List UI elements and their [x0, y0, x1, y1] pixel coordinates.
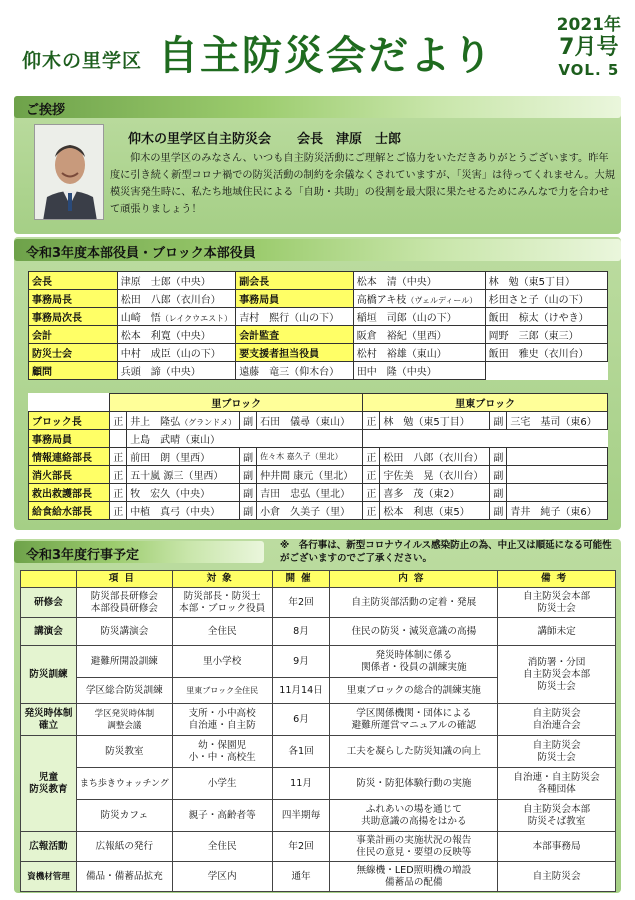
event-content: 住民の防災・減災意識の高揚 — [330, 618, 498, 646]
event-content: 学区関係機関・団体による 避難所運営マニュアルの確認 — [330, 704, 498, 736]
officers-table — [28, 271, 608, 380]
category-cell: 発災時体制 確立 — [21, 704, 77, 736]
block-member: 三宅 基司（東6） — [507, 412, 608, 430]
event-target: 里小学校 — [172, 646, 272, 678]
table-row — [21, 862, 616, 892]
greeting-heading: 仰木の里学区自主防災会 会長 津原 士郎 — [128, 132, 402, 147]
issue-month: 7月号 — [559, 35, 619, 60]
sub-tag: 副 — [490, 466, 507, 484]
block-member — [507, 484, 608, 502]
officer-label: 事務局長 — [29, 290, 118, 308]
event-content: 里東ブロックの総合的訓練実施 — [330, 678, 498, 704]
event-content: ふれあいの場を通じて 共助意識の高揚をはかる — [330, 800, 498, 832]
west-block-header: 里ブロック — [110, 394, 363, 412]
officer-name — [353, 290, 485, 308]
officer-name: 松本 利寛（中央） — [117, 326, 235, 344]
officer-name: 兵頭 諦（中央） — [117, 362, 235, 380]
block-member — [507, 466, 608, 484]
table-row — [21, 768, 616, 800]
table-header-row — [21, 571, 616, 588]
main-tag: 正 — [363, 484, 380, 502]
event-when: 8月 — [272, 618, 330, 646]
sub-tag: 副 — [240, 448, 257, 466]
officer-name: 阪倉 裕紀（里西） — [353, 326, 485, 344]
officers-section-title: 令和3年度本部役員・ブロック本部役員 — [26, 246, 256, 261]
event-item: 防災講演会 — [76, 618, 172, 646]
main-tag: 正 — [110, 412, 127, 430]
table-row — [29, 308, 608, 326]
header-cell: 対象 — [172, 571, 272, 588]
table-row — [29, 430, 608, 448]
officer-label: 副会長 — [236, 272, 354, 290]
tag-cell — [110, 430, 127, 448]
officer-name: 遠藤 竜三（仰木台） — [236, 362, 354, 380]
event-item: 学区発災時体制 調整会議 — [76, 704, 172, 736]
block-role-label: 給食給水部長 — [29, 502, 110, 520]
officer-label: 事務局次長 — [29, 308, 118, 326]
block-member: 佐々木 嘉久子（里北） — [257, 448, 363, 466]
block-member — [507, 448, 608, 466]
category-cell: 講演会 — [21, 618, 77, 646]
header-cell: 開催 — [272, 571, 330, 588]
greeting-section-bar — [14, 96, 621, 118]
table-row — [29, 344, 608, 362]
officer-label: 会計 — [29, 326, 118, 344]
header-cell: 備考 — [498, 571, 616, 588]
event-target: 里東ブロック全住民 — [172, 678, 272, 704]
block-member: 宇佐美 晃（衣川台） — [380, 466, 490, 484]
table-row — [29, 272, 608, 290]
main-tag: 正 — [110, 484, 127, 502]
event-when: 各1回 — [272, 736, 330, 768]
block-member: 上島 武晴（東山） — [127, 430, 363, 448]
greeting-body: 仰木の里学区のみなさん、いつも自主防災活動にご理解とご協力をいただきありがとうございます。昨年度に引き続く新型コロナ禍での防災活動の制約を余儀なくされていますが、「災害」は待ってくれません。大規模災害発生時に、私たち地域住民による「自助・共助」の役割を最大限に果たせるためにみんなで力を合わせて頑張りましょう！ — [110, 153, 615, 215]
main-tag: 正 — [110, 502, 127, 520]
event-target: 学区内 — [172, 862, 272, 892]
event-when: 9月 — [272, 646, 330, 678]
table-row — [29, 362, 608, 380]
event-when: 11月14日 — [272, 678, 330, 704]
events-section-bar — [14, 541, 264, 563]
sub-tag: 副 — [490, 448, 507, 466]
event-target: 小学生 — [172, 768, 272, 800]
events-note: ※ 各行事は、新型コロナウイルス感染防止の為、中止又は順延になる可能性がございますのでご了承ください。 — [280, 540, 612, 564]
officer-name: 岡野 三郎（東三） — [485, 326, 607, 344]
empty-cell — [363, 430, 608, 448]
block-member: 石田 儀尋（東山） — [257, 412, 363, 430]
officer-label: 顧問 — [29, 362, 118, 380]
event-content: 工夫を凝らした防災知識の向上 — [330, 736, 498, 768]
category-cell: 研修会 — [21, 588, 77, 618]
officer-name: 松田 八郎（衣川台） — [117, 290, 235, 308]
table-row — [21, 800, 616, 832]
sub-tag: 副 — [240, 484, 257, 502]
block-member: 吉田 忠弘（里北） — [257, 484, 363, 502]
header-cell: 項目 — [76, 571, 172, 588]
officer-name: 杉田さと子（山の下） — [485, 290, 607, 308]
header-cell: 内容 — [330, 571, 498, 588]
table-row — [21, 832, 616, 862]
event-target: 防災部長・防災士 本部・ブロック役員 — [172, 588, 272, 618]
officer-name-text: 山崎 悟 — [120, 313, 161, 324]
event-content: 発災時体制に係る 関係者・役員の訓練実施 — [330, 646, 498, 678]
event-item: 備品・備蓄品拡充 — [76, 862, 172, 892]
events-section-title: 令和3年度行事予定 — [26, 548, 140, 563]
event-item: 避難所開設訓練 — [76, 646, 172, 678]
newsletter-subtitle: 仰木の里学区 — [22, 50, 143, 72]
event-note: 自治連・自主防災会 各種団体 — [498, 768, 616, 800]
event-content: 事業計画の実施状況の報告 住民の意見・要望の反映等 — [330, 832, 498, 862]
east-block-header: 里東ブロック — [363, 394, 608, 412]
event-target: 幼・保園児 小・中・高校生 — [172, 736, 272, 768]
officers-section-bar — [14, 239, 621, 261]
event-content: 自主防災部活動の定着・発展 — [330, 588, 498, 618]
officer-name: 中村 成臣（山の下） — [117, 344, 235, 362]
event-item: 広報紙の発行 — [76, 832, 172, 862]
officer-name-text: 高橋アキ枝 — [356, 295, 407, 306]
event-item: 防災部長研修会 本部役員研修会 — [76, 588, 172, 618]
event-target: 全住民 — [172, 618, 272, 646]
officer-name: 松村 裕雄（東山） — [353, 344, 485, 362]
event-note: 本部事務局 — [498, 832, 616, 862]
block-role-label: 消火部長 — [29, 466, 110, 484]
officer-name: 稲垣 司郎（山の下） — [353, 308, 485, 326]
officer-name: 津原 士郎（中央） — [117, 272, 235, 290]
block-role-label: 救出救護部長 — [29, 484, 110, 502]
category-cell: 広報活動 — [21, 832, 77, 862]
event-item: まち歩きウォッチング — [76, 768, 172, 800]
table-row — [21, 646, 616, 678]
table-row — [29, 502, 608, 520]
table-row — [21, 704, 616, 736]
event-content: 無線機・LED照明機の増設 備蓄品の配備 — [330, 862, 498, 892]
officer-label: 会長 — [29, 272, 118, 290]
issue-year: 2021年 — [556, 15, 621, 35]
main-tag: 正 — [363, 502, 380, 520]
event-note: 自主防災会 自治連合会 — [498, 704, 616, 736]
block-member: 牧 宏久（中央） — [127, 484, 240, 502]
empty-cell — [485, 362, 607, 380]
officer-district: （ヴェルディール） — [406, 296, 478, 305]
block-role-label: ブロック長 — [29, 412, 110, 430]
main-tag: 正 — [110, 448, 127, 466]
officer-name: 吉村 熙行（山の下） — [236, 308, 354, 326]
event-item: 学区総合防災訓練 — [76, 678, 172, 704]
officer-name: 松本 清（中央） — [353, 272, 485, 290]
table-row — [29, 466, 608, 484]
event-target: 支所・小中高校 自治連・自主防 — [172, 704, 272, 736]
event-when: 四半期毎 — [272, 800, 330, 832]
block-member: 喜多 茂（東2） — [380, 484, 490, 502]
officer-label: 会計監査 — [236, 326, 354, 344]
sub-tag: 副 — [490, 412, 507, 430]
event-content: 防災・防犯体験行動の実施 — [330, 768, 498, 800]
table-row — [29, 484, 608, 502]
event-target: 親子・高齢者等 — [172, 800, 272, 832]
block-member-district: （グランドメ） — [180, 418, 237, 427]
officer-name — [117, 308, 235, 326]
main-tag: 正 — [363, 412, 380, 430]
block-member: 林 勉（東5丁目） — [380, 412, 490, 430]
officer-name: 飯田 椋太（けやき） — [485, 308, 607, 326]
table-row — [29, 326, 608, 344]
greeting-section-title: ご挨拶 — [26, 103, 66, 118]
event-when: 通年 — [272, 862, 330, 892]
event-when: 6月 — [272, 704, 330, 736]
table-row — [29, 412, 608, 430]
category-cell: 防災訓練 — [21, 646, 77, 704]
category-cell: 児童 防災教育 — [21, 736, 77, 832]
event-note: 自主防災会 — [498, 862, 616, 892]
main-tag: 正 — [363, 448, 380, 466]
sub-tag: 副 — [490, 484, 507, 502]
event-item: 防災教室 — [76, 736, 172, 768]
block-member: 小倉 久美子（里） — [257, 502, 363, 520]
table-row — [21, 588, 616, 618]
sub-tag: 副 — [490, 502, 507, 520]
block-member: 中植 真弓（中央） — [127, 502, 240, 520]
officer-district: （レイクウエスト） — [160, 314, 233, 323]
block-member: 前田 朗（里西） — [127, 448, 240, 466]
block-member-text: 井上 隆弘 — [130, 417, 181, 428]
block-member: 松田 八郎（衣川台） — [380, 448, 490, 466]
issue-info — [557, 10, 621, 79]
sub-tag: 副 — [240, 502, 257, 520]
block-member: 青井 純子（東6） — [507, 502, 608, 520]
empty-cell — [29, 394, 110, 412]
sub-tag: 副 — [240, 412, 257, 430]
event-note: 自主防災会 防災士会 — [498, 736, 616, 768]
block-role-label: 情報連絡部長 — [29, 448, 110, 466]
event-item: 防災カフェ — [76, 800, 172, 832]
table-row — [21, 736, 616, 768]
sub-tag: 副 — [240, 466, 257, 484]
table-row — [29, 394, 608, 412]
event-when: 年2回 — [272, 832, 330, 862]
block-member: 松本 利恵（東5） — [380, 502, 490, 520]
event-note: 自主防災会本部 防災士会 — [498, 588, 616, 618]
table-row — [29, 448, 608, 466]
officer-name: 林 勉（東5丁目） — [485, 272, 607, 290]
issue-volume: VOL. 5 — [558, 61, 620, 79]
officer-label: 防災士会 — [29, 344, 118, 362]
chairman-photo — [34, 124, 104, 220]
main-tag: 正 — [363, 466, 380, 484]
block-role-label: 事務局員 — [29, 430, 110, 448]
table-row — [21, 618, 616, 646]
block-member — [127, 412, 240, 430]
event-note: 自主防災会本部 防災そば教室 — [498, 800, 616, 832]
officer-label: 要支援者担当役員 — [236, 344, 354, 362]
event-when: 年2回 — [272, 588, 330, 618]
officer-name: 田中 隆（中央） — [353, 362, 485, 380]
blocks-table — [28, 393, 608, 520]
newsletter-title: 自主防災会だより — [158, 33, 494, 79]
table-row — [29, 290, 608, 308]
event-note: 消防署・分団 自主防災会本部 防災士会 — [498, 646, 616, 704]
block-member: 仲井間 康元（里北） — [257, 466, 363, 484]
category-cell: 資機材管理 — [21, 862, 77, 892]
masthead — [0, 0, 635, 90]
main-tag: 正 — [110, 466, 127, 484]
header-cell — [21, 571, 77, 588]
event-target: 全住民 — [172, 832, 272, 862]
block-member: 五十嵐 源三（里西） — [127, 466, 240, 484]
events-table — [20, 570, 616, 892]
officer-label: 事務局員 — [236, 290, 354, 308]
officer-name: 飯田 雅史（衣川台） — [485, 344, 607, 362]
event-note: 講師未定 — [498, 618, 616, 646]
event-when: 11月 — [272, 768, 330, 800]
